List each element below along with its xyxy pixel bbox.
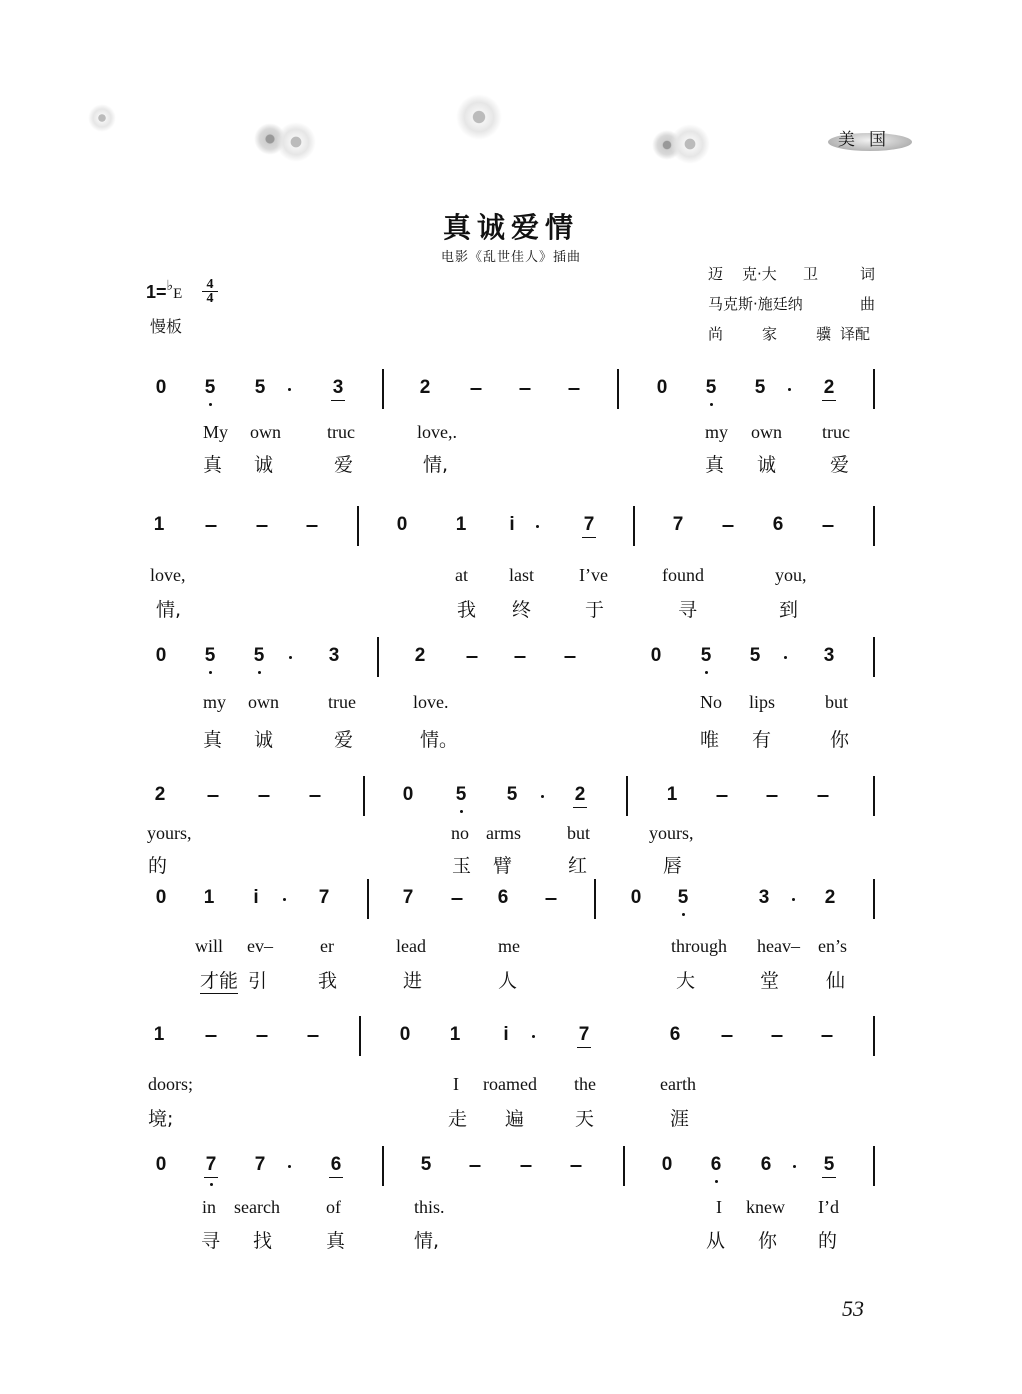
lyric-english: I’d (818, 1197, 839, 1217)
lyric-chinese: 堂 (760, 970, 780, 992)
note: 0 (399, 1024, 411, 1045)
lyric-english: arms (486, 823, 521, 843)
hold-dash (257, 1035, 268, 1037)
lyric-english: own (250, 422, 281, 442)
hold-dash (520, 388, 531, 390)
flower-icon (276, 122, 316, 162)
lyric-english: My (203, 422, 229, 442)
lyric-chinese: 红 (568, 855, 588, 877)
key-note: E (173, 286, 183, 302)
lyric-chinese: 境; (148, 1108, 174, 1130)
note: i (509, 514, 515, 535)
lyric-english: lips (749, 692, 776, 712)
note: 5 (200, 646, 220, 666)
hold-dash (206, 1035, 217, 1037)
note: 5 (506, 784, 518, 805)
lyric-chinese: 臂 (493, 855, 513, 877)
time-signature-bottom: 4 (202, 291, 218, 305)
lyric-english: of (326, 1197, 341, 1217)
note: i (253, 887, 259, 908)
lyric-english: No (700, 692, 722, 712)
note: 6 (497, 887, 509, 908)
lyric-english: but (825, 692, 849, 712)
barline (623, 1146, 625, 1186)
lyric-english: knew (746, 1197, 785, 1217)
lyric-chinese: 唇 (663, 855, 683, 877)
note: 0 (155, 1154, 167, 1175)
page-number: 53 (842, 1296, 864, 1321)
note: 7 (402, 887, 414, 908)
flower-icon (88, 104, 116, 132)
song-subtitle: 电影《乱世佳人》插曲 (440, 250, 581, 265)
lyric-chinese: 大 (676, 970, 696, 992)
note: 1 (455, 514, 467, 535)
lyric-english: truc (327, 422, 355, 442)
hold-dash (565, 656, 576, 658)
lyric-english: heav– (757, 936, 800, 956)
note: 3 (823, 645, 835, 666)
note: 3 (328, 645, 340, 666)
note: i (503, 1024, 509, 1045)
lyric-english: I (716, 1197, 722, 1217)
lyric-english: me (498, 936, 520, 956)
lyric-english: my (203, 692, 227, 712)
note: 0 (155, 645, 167, 666)
lyric-english: ev– (247, 936, 273, 956)
barline (382, 1146, 384, 1186)
note: 2 (824, 887, 836, 908)
note: 2 (570, 785, 590, 805)
lyric-chinese: 真 (203, 454, 223, 476)
lyric-english: will (195, 936, 224, 956)
hold-dash (515, 656, 526, 658)
augmentation-dot (283, 898, 286, 901)
lyric-chinese: 我 (318, 970, 338, 992)
lyric-english: this. (414, 1197, 445, 1217)
hold-dash (471, 388, 482, 390)
lyric-chinese: 才能 (200, 966, 238, 994)
barline (873, 369, 875, 409)
lyric-english: I’ve (579, 565, 608, 585)
credit-text: 家 (762, 325, 778, 343)
flat-icon: ♭ (166, 277, 174, 293)
note: 7 (574, 1025, 594, 1045)
lyric-english: last (509, 565, 534, 585)
note: 6 (706, 1155, 726, 1175)
credit-text: 曲 (860, 295, 876, 313)
credit-text: 译配 (840, 325, 871, 343)
augmentation-dot (788, 388, 791, 391)
hold-dash (467, 656, 478, 658)
lyric-english: earth (660, 1074, 696, 1094)
lyric-english: no (451, 823, 469, 843)
time-signature-top: 4 (206, 277, 214, 292)
lyric-chinese: 于 (585, 599, 605, 621)
lyric-chinese: 的 (818, 1230, 838, 1252)
lyric-chinese: 引 (248, 970, 268, 992)
credit-text: 迈 (708, 265, 724, 283)
lyric-chinese: 你 (758, 1230, 778, 1252)
credit-text: 骥 (816, 325, 832, 343)
lyric-chinese: 遍 (505, 1108, 525, 1130)
barline (617, 369, 619, 409)
barline (357, 506, 359, 546)
augmentation-dot (792, 898, 795, 901)
credit-text: 词 (860, 265, 876, 283)
note: 5 (754, 377, 766, 398)
lyric-chinese: 情, (156, 599, 182, 621)
lyric-chinese: 找 (253, 1230, 273, 1252)
hold-dash (717, 795, 728, 797)
note: 1 (203, 887, 215, 908)
augmentation-dot (532, 1035, 535, 1038)
hold-dash (470, 1165, 481, 1167)
note: 2 (419, 377, 431, 398)
hold-dash (822, 1035, 833, 1037)
lyric-chinese: 真 (203, 729, 223, 751)
barline (626, 776, 628, 816)
hold-dash (772, 1035, 783, 1037)
flower-icon (670, 124, 710, 164)
hold-dash (569, 388, 580, 390)
hold-dash (307, 525, 318, 527)
lyric-chinese: 情。 (420, 729, 459, 751)
lyric-english: love,. (417, 422, 457, 442)
note: 5 (249, 646, 269, 666)
hold-dash (452, 898, 463, 900)
hold-dash (546, 898, 557, 900)
lyric-english: found (662, 565, 704, 585)
lyric-english: my (705, 422, 729, 442)
lyric-english: yours, (649, 823, 694, 843)
tempo-marking: 慢板 (150, 317, 183, 336)
lyric-chinese: 天 (575, 1108, 595, 1130)
lyric-chinese: 仙 (826, 970, 846, 992)
barline (359, 1016, 361, 1056)
country-label: 美国 (838, 130, 900, 150)
lyric-chinese: 有 (752, 729, 772, 751)
hold-dash (767, 795, 778, 797)
lyric-chinese: 到 (779, 599, 799, 621)
lyric-chinese: 寻 (678, 599, 698, 621)
lyric-chinese: 人 (498, 970, 518, 992)
lyric-chinese: 的 (148, 855, 168, 877)
time-signature (202, 278, 218, 305)
note: 0 (656, 377, 668, 398)
note: 6 (326, 1155, 346, 1175)
note: 3 (758, 887, 770, 908)
hold-dash (206, 525, 217, 527)
lyric-english: you, (775, 565, 807, 585)
hold-dash (818, 795, 829, 797)
barline (873, 776, 875, 816)
lyric-english: own (751, 422, 782, 442)
flower-icon (456, 94, 502, 140)
barline (873, 1016, 875, 1056)
note: 5 (673, 888, 693, 908)
note: 2 (819, 378, 839, 398)
lyric-chinese: 我 (457, 599, 477, 621)
note: 3 (328, 378, 348, 398)
lyric-english: search (234, 1197, 280, 1217)
credit-text: 尚 (708, 325, 724, 343)
lyric-chinese: 爱 (334, 454, 354, 476)
lyric-chinese: 从 (706, 1230, 726, 1252)
lyric-english: I (453, 1074, 459, 1094)
lyric-english: yours, (147, 823, 192, 843)
augmentation-dot (289, 656, 292, 659)
note: 0 (630, 887, 642, 908)
credit-text: 马克斯·施廷纳 (708, 295, 803, 313)
note: 7 (254, 1154, 266, 1175)
hold-dash (723, 525, 734, 527)
note: 7 (672, 514, 684, 535)
lyric-english: in (202, 1197, 217, 1217)
lyric-english: roamed (483, 1074, 537, 1094)
note: 5 (701, 378, 721, 398)
augmentation-dot (784, 656, 787, 659)
note: 1 (153, 1024, 165, 1045)
hold-dash (521, 1165, 532, 1167)
augmentation-dot (288, 388, 291, 391)
lyric-chinese: 情, (423, 454, 449, 476)
augmentation-dot (793, 1165, 796, 1168)
barline (873, 506, 875, 546)
augmentation-dot (536, 525, 539, 528)
lyric-english: doors; (148, 1074, 193, 1094)
lyric-chinese: 涯 (670, 1108, 690, 1130)
lyric-english: own (248, 692, 279, 712)
key-signature (146, 277, 183, 303)
barline (363, 776, 365, 816)
hold-dash (259, 795, 270, 797)
hold-dash (308, 1035, 319, 1037)
lyric-chinese: 真 (326, 1230, 346, 1252)
song-title: 真诚爱情 (442, 211, 579, 244)
lyric-chinese: 终 (512, 599, 532, 621)
hold-dash (722, 1035, 733, 1037)
note: 1 (666, 784, 678, 805)
augmentation-dot (288, 1165, 291, 1168)
credit-text: 卫 (803, 265, 819, 283)
lyric-chinese: 唯 (700, 729, 720, 751)
barline (382, 369, 384, 409)
hold-dash (571, 1165, 582, 1167)
hold-dash (823, 525, 834, 527)
lyric-chinese: 情, (414, 1230, 440, 1252)
lyric-chinese: 寻 (201, 1230, 221, 1252)
note: 6 (760, 1154, 772, 1175)
lyric-chinese: 真 (705, 454, 725, 476)
note: 5 (819, 1155, 839, 1175)
lyric-chinese: 你 (830, 729, 850, 751)
lyric-english: at (455, 565, 468, 585)
barline (873, 879, 875, 919)
lyric-english: the (574, 1074, 596, 1094)
note: 5 (200, 378, 220, 398)
note: 0 (661, 1154, 673, 1175)
barline (633, 506, 635, 546)
credit-text: 克·大 (742, 265, 777, 283)
note: 5 (696, 646, 716, 666)
lyric-english: lead (396, 936, 426, 956)
note: 7 (579, 515, 599, 535)
note: 7 (318, 887, 330, 908)
note: 5 (420, 1154, 432, 1175)
lyric-chinese: 诚 (254, 454, 274, 476)
lyric-chinese: 走 (448, 1108, 468, 1130)
note: 0 (402, 784, 414, 805)
note: 1 (449, 1024, 461, 1045)
note: 2 (414, 645, 426, 666)
key-prefix: 1= (146, 282, 167, 302)
hold-dash (310, 795, 321, 797)
note: 6 (772, 514, 784, 535)
augmentation-dot (541, 795, 544, 798)
lyric-chinese: 诚 (757, 454, 777, 476)
hold-dash (208, 795, 219, 797)
note: 7 (201, 1155, 221, 1175)
lyric-english: er (320, 936, 334, 956)
lyric-chinese: 诚 (254, 729, 274, 751)
lyric-chinese: 玉 (452, 855, 472, 877)
lyric-chinese: 爱 (830, 454, 850, 476)
note: 5 (254, 377, 266, 398)
note: 0 (650, 645, 662, 666)
note: 0 (155, 887, 167, 908)
note: 0 (396, 514, 408, 535)
lyric-english: truc (822, 422, 850, 442)
hold-dash (257, 525, 268, 527)
barline (873, 637, 875, 677)
note: 2 (154, 784, 166, 805)
lyric-english: en’s (818, 936, 847, 956)
note: 0 (155, 377, 167, 398)
lyric-english: through (671, 936, 727, 956)
note: 5 (749, 645, 761, 666)
lyric-english: but (567, 823, 591, 843)
note: 6 (669, 1024, 681, 1045)
lyric-english: love, (150, 565, 186, 585)
note: 5 (451, 785, 471, 805)
lyric-chinese: 进 (403, 970, 423, 992)
barline (367, 879, 369, 919)
barline (873, 1146, 875, 1186)
note: 1 (153, 514, 165, 535)
lyric-english: love. (413, 692, 449, 712)
lyric-chinese: 爱 (334, 729, 354, 751)
barline (377, 637, 379, 677)
barline (594, 879, 596, 919)
lyric-english: true (328, 692, 356, 712)
